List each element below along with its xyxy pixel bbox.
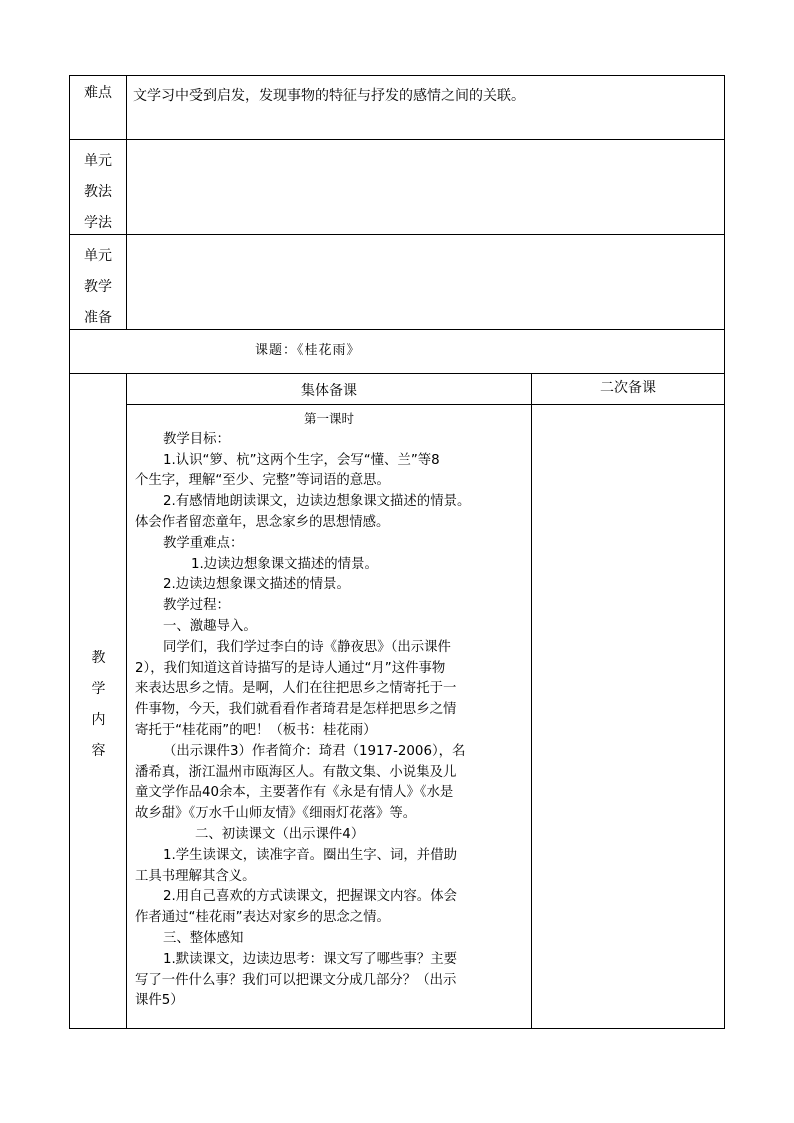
prep-label <box>70 235 127 329</box>
lesson-line: 体会作者留恋童年，思念家乡的思想情感。 <box>135 514 390 530</box>
lesson-line: 同学们，我们学过李白的诗《静夜思》（出示课件 <box>163 639 451 655</box>
prep-label-line-3: 准备 <box>84 310 112 326</box>
teaching-content-label <box>70 374 127 1029</box>
prep-label-line-1: 单元 <box>84 248 112 264</box>
methods-label-line-2: 教法 <box>84 184 112 200</box>
lesson-line: 1.边读边想象课文描述的情景。 <box>191 556 378 572</box>
lesson-line: 写了一件什么事？我们可以把课文分成几部分？（出示 <box>135 972 457 988</box>
side-label-char-4: 容 <box>91 743 106 759</box>
lesson-period-title: 第一课时 <box>303 411 354 426</box>
lesson-line: 作者通过“桂花雨”表达对家乡的思念之情。 <box>135 910 390 926</box>
lesson-line: 教学目标： <box>163 431 230 447</box>
difficulty-content <box>127 76 724 139</box>
lesson-line: 工具书理解其含义。 <box>135 868 256 884</box>
lesson-body <box>127 405 531 1012</box>
methods-label-line-3: 学法 <box>84 215 112 231</box>
prep-label-line-2: 教学 <box>84 279 112 295</box>
lesson-line: 三、整体感知 <box>163 930 244 946</box>
group-prep-header: 集体备课 <box>127 374 531 405</box>
group-prep-column <box>127 374 532 1029</box>
lesson-line: 一、激趣导入。 <box>163 618 257 634</box>
difficulty-text: 文学习中受到启发，发现事物的特征与抒发的感情之间的关联。 <box>133 88 525 104</box>
lesson-line: 来表达思乡之情。是啊，人们在往把思乡之情寄托于一 <box>135 681 457 697</box>
second-prep-column <box>532 374 724 1029</box>
prep-content <box>127 235 724 329</box>
lesson-line: 教学过程： <box>163 598 230 614</box>
content-row <box>69 373 725 1029</box>
prep-row <box>69 234 725 329</box>
lesson-line: 1.默读课文，边读边思考：课文写了哪些事？主要 <box>163 951 457 967</box>
difficulty-label <box>70 76 127 139</box>
lesson-line: 课件5） <box>135 993 184 1009</box>
difficulty-label-text: 难点 <box>84 85 112 101</box>
side-label-char-2: 学 <box>91 681 106 697</box>
side-label-char-1: 教 <box>91 650 106 666</box>
lesson-line: 2），我们知道这首诗描写的是诗人通过“月”这件事物 <box>135 660 446 676</box>
topic-row <box>69 329 725 373</box>
lesson-line: 教学重难点： <box>163 535 244 551</box>
side-label-char-3: 内 <box>91 712 106 728</box>
methods-content <box>127 140 724 234</box>
lesson-line: 寄托于“桂花雨”的吧！（板书：桂花雨） <box>135 722 377 738</box>
lesson-line: 二、初读课文（出示课件4） <box>195 826 365 842</box>
difficulty-row <box>69 75 725 139</box>
lesson-line: （出示课件3）作者简介：琦君（1917-2006），名 <box>163 743 466 759</box>
lesson-line: 1.认识“箩、杭”这两个生字，会写“懂、兰”等8 <box>163 452 440 468</box>
lesson-line: 件事物，今天，我们就看看作者琦君是怎样把思乡之情 <box>135 702 457 718</box>
lesson-line: 潘希真，浙江温州市瓯海区人。有散文集、小说集及儿 <box>135 764 457 780</box>
lesson-line: 1.学生读课文，读准字音。圈出生字、词，并借助 <box>163 847 457 863</box>
second-prep-header: 二次备课 <box>532 374 724 405</box>
lesson-line: 2.用自己喜欢的方式读课文，把握课文内容。体会 <box>163 889 457 905</box>
lesson-line: 2.有感情地朗读课文，边读边想象课文描述的情景。 <box>163 494 471 510</box>
lesson-line: 童文学作品40余本，主要著作有《永是有情人》《水是 <box>135 785 454 801</box>
topic-title: 课题：《桂花雨》 <box>255 343 361 358</box>
lesson-line: 2.边读边想象课文描述的情景。 <box>163 577 350 593</box>
methods-label <box>70 140 127 234</box>
lesson-plan-table <box>69 75 725 1029</box>
table-bottom-border <box>69 1028 725 1029</box>
methods-row <box>69 139 725 234</box>
lesson-line: 故乡甜》《万水千山师友情》《细雨灯花落》等。 <box>135 806 417 822</box>
lesson-line: 个生字，理解“至少、完整”等词语的意思。 <box>135 473 390 489</box>
methods-label-line-1: 单元 <box>84 153 112 169</box>
